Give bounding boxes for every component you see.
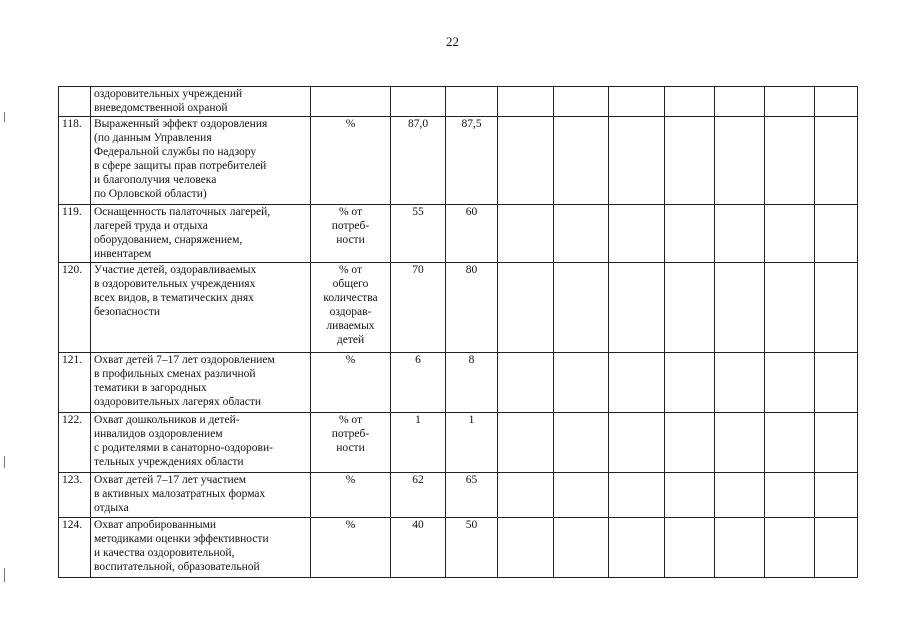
unit-line: % xyxy=(345,474,356,486)
scan-edge-mark xyxy=(4,112,5,122)
indicator-name-line: и благополучия человека xyxy=(94,174,217,186)
indicator-name-line: тематики в загородных xyxy=(94,382,207,394)
unit-line: % xyxy=(345,354,356,366)
empty-cell xyxy=(765,413,815,473)
table-row xyxy=(59,518,858,578)
unit-line: % от xyxy=(338,414,363,426)
unit-cell xyxy=(311,473,391,518)
value-cell-2: 80 xyxy=(446,263,498,353)
empty-cell xyxy=(554,205,609,263)
indicator-name-line: Оснащенность палаточных лагерей, xyxy=(94,206,271,218)
indicator-name-line: Охват дошкольников и детей- xyxy=(94,414,240,426)
empty-cell xyxy=(609,473,665,518)
empty-cell xyxy=(498,263,554,353)
indicator-name-line: инвалидов оздоровлением xyxy=(94,428,223,440)
indicator-name-line: с родителями в санаторно-оздорови- xyxy=(94,442,273,454)
page-number: 22 xyxy=(446,34,459,49)
indicator-name xyxy=(91,205,311,263)
empty-cell xyxy=(609,413,665,473)
empty-cell xyxy=(498,473,554,518)
row-number: 124. xyxy=(59,518,91,578)
empty-cell xyxy=(715,413,765,473)
empty-cell xyxy=(665,205,715,263)
empty-cell xyxy=(715,87,765,117)
empty-cell xyxy=(498,87,554,117)
unit-line: потреб- xyxy=(331,220,370,232)
unit-line: количества xyxy=(323,292,378,304)
empty-cell xyxy=(609,117,665,205)
value-cell-2 xyxy=(446,87,498,117)
unit-line: % от xyxy=(338,206,363,218)
indicator-name xyxy=(91,87,311,117)
value-cell-2: 87,5 xyxy=(446,117,498,205)
empty-cell xyxy=(554,353,609,413)
indicator-name-line: в сфере защиты прав потребителей xyxy=(94,160,267,172)
empty-cell xyxy=(498,117,554,205)
empty-cell xyxy=(665,117,715,205)
unit-line: % от xyxy=(338,264,363,276)
empty-cell xyxy=(609,205,665,263)
unit-line: % xyxy=(345,519,356,531)
empty-cell xyxy=(609,263,665,353)
empty-cell xyxy=(498,518,554,578)
empty-cell xyxy=(665,413,715,473)
unit-cell xyxy=(311,117,391,205)
indicator-name-line: по Орловской области) xyxy=(94,188,207,200)
indicator-name xyxy=(91,473,311,518)
indicator-name xyxy=(91,263,311,353)
indicator-name-line: методиками оценки эффективности xyxy=(94,533,269,545)
value-cell-2: 60 xyxy=(446,205,498,263)
unit-line: ливаемых xyxy=(326,320,375,332)
indicator-name-line: воспитательной, образовательной xyxy=(94,561,260,573)
value-cell-1 xyxy=(391,87,446,117)
indicator-name-line: в профильных сменах различной xyxy=(94,368,256,380)
row-number: 121. xyxy=(59,353,91,413)
empty-cell xyxy=(715,263,765,353)
empty-cell xyxy=(765,87,815,117)
table-row xyxy=(59,87,858,117)
unit-cell xyxy=(311,413,391,473)
unit-line: ности xyxy=(336,442,365,454)
indicator-name-line: Выраженный эффект оздоровления xyxy=(94,118,268,130)
unit-line: общего xyxy=(332,278,369,290)
value-cell-1: 1 xyxy=(391,413,446,473)
empty-cell xyxy=(765,518,815,578)
indicator-name-line: лагерей труда и отдыха xyxy=(94,220,208,232)
unit-line: % xyxy=(345,118,356,130)
scan-edge-mark xyxy=(4,456,5,468)
unit-cell xyxy=(311,87,391,117)
value-cell-1: 70 xyxy=(391,263,446,353)
empty-cell xyxy=(665,518,715,578)
indicator-name-line: Охват детей 7–17 лет участием xyxy=(94,474,247,486)
value-cell-1: 6 xyxy=(391,353,446,413)
indicator-name-line: тельных учреждениях области xyxy=(94,456,244,468)
empty-cell xyxy=(554,87,609,117)
unit-cell xyxy=(311,263,391,353)
value-cell-1: 62 xyxy=(391,473,446,518)
indicator-name-line: всех видов, в тематических днях xyxy=(94,292,254,304)
indicator-name-line: и качества оздоровительной, xyxy=(94,547,235,559)
empty-cell xyxy=(815,413,858,473)
unit-line: детей xyxy=(336,334,365,346)
value-cell-2: 50 xyxy=(446,518,498,578)
indicators-table xyxy=(58,86,858,578)
indicator-name xyxy=(91,518,311,578)
empty-cell xyxy=(715,518,765,578)
empty-cell xyxy=(554,473,609,518)
empty-cell xyxy=(554,518,609,578)
indicator-name-line: оборудованием, снаряжением, xyxy=(94,234,243,246)
empty-cell xyxy=(765,473,815,518)
row-number: 123. xyxy=(59,473,91,518)
empty-cell xyxy=(765,117,815,205)
empty-cell xyxy=(715,473,765,518)
value-cell-2: 65 xyxy=(446,473,498,518)
unit-cell xyxy=(311,353,391,413)
empty-cell xyxy=(815,263,858,353)
empty-cell xyxy=(554,117,609,205)
empty-cell xyxy=(665,473,715,518)
row-number: 120. xyxy=(59,263,91,353)
indicator-name-line: Охват апробированными xyxy=(94,519,217,531)
indicator-name xyxy=(91,353,311,413)
empty-cell xyxy=(815,353,858,413)
empty-cell xyxy=(765,205,815,263)
indicator-name-line: безопасности xyxy=(94,306,161,318)
scan-edge-mark xyxy=(4,568,5,582)
indicator-name xyxy=(91,413,311,473)
unit-cell xyxy=(311,518,391,578)
value-cell-2: 1 xyxy=(446,413,498,473)
indicator-name-line: Охват детей 7–17 лет оздоровлением xyxy=(94,354,275,366)
empty-cell xyxy=(815,473,858,518)
table-row xyxy=(59,117,858,205)
indicator-name-line: оздоровительных учреждений xyxy=(94,88,243,100)
table-row xyxy=(59,205,858,263)
empty-cell xyxy=(554,263,609,353)
unit-cell xyxy=(311,205,391,263)
empty-cell xyxy=(815,205,858,263)
unit-line: оздорав- xyxy=(329,306,372,318)
indicator-name-line: отдыха xyxy=(94,502,129,514)
empty-cell xyxy=(765,353,815,413)
row-number: 118. xyxy=(59,117,91,205)
table-row xyxy=(59,263,858,353)
empty-cell xyxy=(815,117,858,205)
empty-cell xyxy=(665,353,715,413)
row-number: 119. xyxy=(59,205,91,263)
empty-cell xyxy=(554,413,609,473)
indicator-name xyxy=(91,117,311,205)
row-number: 122. xyxy=(59,413,91,473)
value-cell-1: 55 xyxy=(391,205,446,263)
value-cell-1: 87,0 xyxy=(391,117,446,205)
table-row xyxy=(59,353,858,413)
empty-cell xyxy=(609,353,665,413)
unit-line: ности xyxy=(336,234,365,246)
empty-cell xyxy=(715,353,765,413)
empty-cell xyxy=(815,87,858,117)
empty-cell xyxy=(498,413,554,473)
empty-cell xyxy=(609,87,665,117)
empty-cell xyxy=(765,263,815,353)
value-cell-1: 40 xyxy=(391,518,446,578)
value-cell-2: 8 xyxy=(446,353,498,413)
empty-cell xyxy=(815,518,858,578)
empty-cell xyxy=(609,518,665,578)
table-row xyxy=(59,413,858,473)
empty-cell xyxy=(665,263,715,353)
unit-line: потреб- xyxy=(331,428,370,440)
empty-cell xyxy=(715,117,765,205)
indicator-name-line: в оздоровительных учреждениях xyxy=(94,278,256,290)
empty-cell xyxy=(498,353,554,413)
row-number xyxy=(59,87,91,117)
empty-cell xyxy=(498,205,554,263)
indicator-name-line: инвентарем xyxy=(94,248,152,260)
table-row xyxy=(59,473,858,518)
empty-cell xyxy=(665,87,715,117)
indicator-name-line: Федеральной службы по надзору xyxy=(94,146,257,158)
indicator-name-line: Участие детей, оздоравливаемых xyxy=(94,264,257,276)
indicator-name-line: (по данным Управления xyxy=(94,132,212,144)
indicator-name-line: оздоровительных лагерях области xyxy=(94,396,262,408)
indicator-name-line: в активных малозатратных формах xyxy=(94,488,266,500)
indicator-name-line: вневедомственной охраной xyxy=(94,102,228,114)
empty-cell xyxy=(715,205,765,263)
